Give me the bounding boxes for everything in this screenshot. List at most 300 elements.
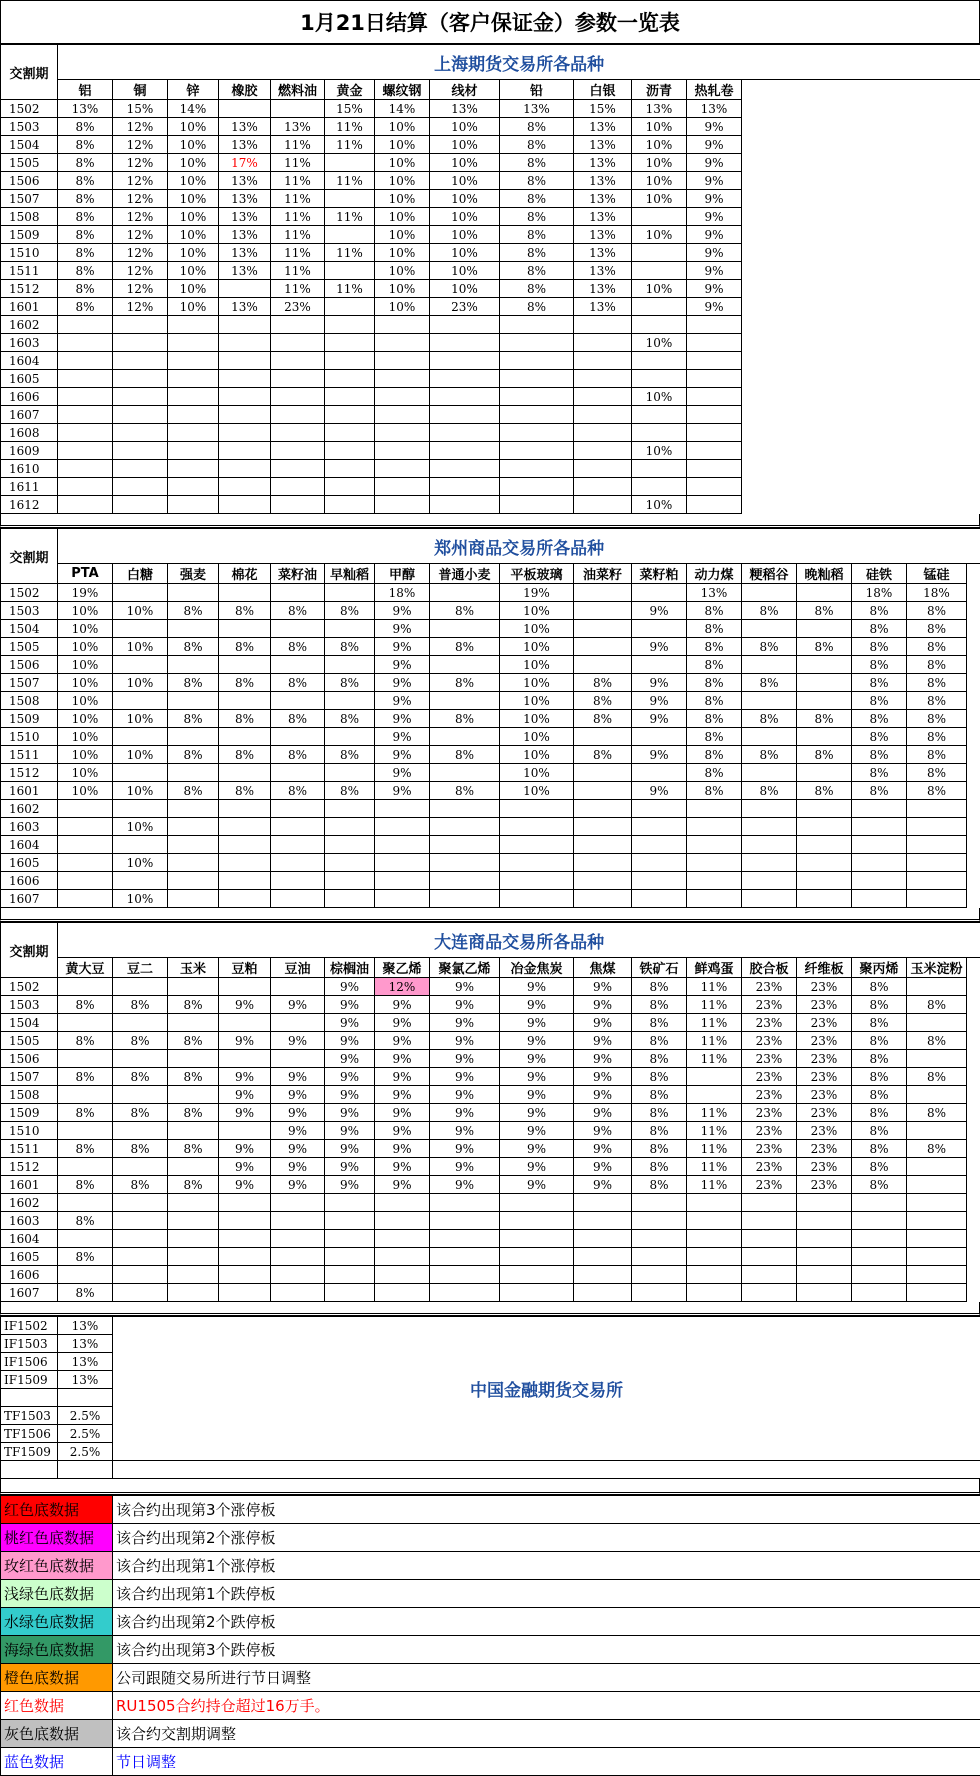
margin-cell [58, 478, 113, 496]
contract-cell: IF1509 [1, 1371, 58, 1389]
margin-cell: 11% [687, 996, 742, 1014]
blank-cell [742, 352, 980, 370]
table-row [1, 656, 980, 674]
margin-cell [58, 334, 113, 352]
margin-cell [113, 316, 168, 334]
legend-row [1, 1636, 980, 1664]
blank-cell [967, 800, 980, 818]
margin-cell: 10% [632, 442, 687, 460]
period-cell: 1511 [1, 746, 58, 764]
margin-cell: 9% [375, 1050, 430, 1068]
period-cell: 1604 [1, 1230, 58, 1248]
margin-cell [168, 460, 219, 478]
blank-cell [742, 316, 980, 334]
margin-cell [375, 316, 430, 334]
margin-cell [113, 442, 168, 460]
margin-cell: 23% [742, 1050, 797, 1068]
period-header: 交割期 [1, 529, 58, 584]
dce-table [0, 922, 980, 1302]
margin-cell [430, 478, 500, 496]
margin-cell [797, 692, 852, 710]
margin-cell [325, 620, 375, 638]
column-header: 玉米淀粉 [907, 958, 967, 978]
margin-cell: 8% [742, 638, 797, 656]
margin-cell [742, 692, 797, 710]
period-cell: 1605 [1, 370, 58, 388]
margin-cell [797, 1212, 852, 1230]
margin-cell [797, 872, 852, 890]
table-row [1, 1104, 980, 1122]
margin-cell [113, 388, 168, 406]
margin-cell [430, 620, 500, 638]
blank-cell [967, 1194, 980, 1212]
period-cell: 1601 [1, 298, 58, 316]
blank-cell [967, 620, 980, 638]
margin-cell [632, 1284, 687, 1302]
margin-cell [907, 872, 967, 890]
table-row [1, 316, 980, 334]
margin-cell: 8% [574, 674, 632, 692]
margin-cell: 13% [58, 100, 113, 118]
margin-cell [797, 584, 852, 602]
column-header: 线材 [430, 80, 500, 100]
margin-cell: 9% [574, 1032, 632, 1050]
column-header: 动力煤 [687, 564, 742, 584]
margin-cell [58, 1266, 113, 1284]
margin-cell [687, 890, 742, 908]
margin-cell: 9% [325, 1050, 375, 1068]
margin-cell: 9% [687, 262, 742, 280]
margin-cell [113, 370, 168, 388]
margin-cell: 13% [219, 208, 271, 226]
margin-cell: 10% [58, 638, 113, 656]
period-cell: 1505 [1, 154, 58, 172]
margin-cell [574, 406, 632, 424]
legend-description: 该合约出现第1个涨停板 [113, 1552, 980, 1580]
margin-cell: 23% [797, 1158, 852, 1176]
margin-cell [168, 1284, 219, 1302]
period-cell: 1509 [1, 710, 58, 728]
margin-cell [375, 890, 430, 908]
margin-cell [271, 1014, 325, 1032]
blank-cell [742, 442, 980, 460]
margin-cell [500, 478, 574, 496]
period-header: 交割期 [1, 923, 58, 978]
margin-cell [797, 674, 852, 692]
margin-cell [632, 298, 687, 316]
margin-cell [500, 406, 574, 424]
margin-cell [574, 424, 632, 442]
margin-cell: 12% [113, 262, 168, 280]
margin-cell: 8% [852, 620, 907, 638]
margin-cell: 10% [375, 280, 430, 298]
margin-cell [219, 818, 271, 836]
margin-cell: 8% [687, 746, 742, 764]
margin-cell: 8% [907, 1068, 967, 1086]
margin-cell [219, 584, 271, 602]
margin-cell [325, 334, 375, 352]
margin-cell: 15% [574, 100, 632, 118]
contract-cell [1, 1461, 58, 1479]
margin-cell: 8% [632, 996, 687, 1014]
margin-cell: 8% [797, 782, 852, 800]
margin-cell [632, 352, 687, 370]
column-header: 橡胶 [219, 80, 271, 100]
margin-cell [687, 442, 742, 460]
margin-cell [375, 352, 430, 370]
margin-cell [113, 1014, 168, 1032]
margin-cell: 10% [168, 280, 219, 298]
margin-cell: 23% [797, 996, 852, 1014]
margin-cell [907, 890, 967, 908]
margin-cell: 10% [430, 172, 500, 190]
margin-cell [500, 388, 574, 406]
margin-cell: 11% [325, 118, 375, 136]
margin-cell [113, 1248, 168, 1266]
margin-cell: 9% [500, 1122, 574, 1140]
margin-cell [430, 316, 500, 334]
column-header: 晚籼稻 [797, 564, 852, 584]
margin-cell: 8% [325, 674, 375, 692]
margin-cell [325, 424, 375, 442]
margin-cell: 8% [797, 746, 852, 764]
table-row [1, 1158, 980, 1176]
column-header: 豆油 [271, 958, 325, 978]
blank-cell [967, 1158, 980, 1176]
margin-cell [574, 638, 632, 656]
margin-cell: 10% [375, 118, 430, 136]
margin-cell: 2.5% [58, 1407, 113, 1425]
table-row [1, 872, 980, 890]
margin-cell: 10% [375, 208, 430, 226]
margin-cell: 23% [742, 1104, 797, 1122]
margin-cell: 13% [687, 584, 742, 602]
margin-cell: 23% [742, 1176, 797, 1194]
margin-cell: 8% [113, 1104, 168, 1122]
margin-cell: 9% [574, 1140, 632, 1158]
margin-cell [271, 800, 325, 818]
margin-cell: 13% [58, 1317, 113, 1335]
margin-cell [742, 620, 797, 638]
legend-description: 该合约出现第2个跌停板 [113, 1608, 980, 1636]
margin-cell [375, 854, 430, 872]
period-cell: 1504 [1, 136, 58, 154]
margin-cell: 11% [687, 1176, 742, 1194]
column-header: 铜 [113, 80, 168, 100]
margin-cell: 9% [219, 1086, 271, 1104]
legend-table [0, 1495, 980, 1776]
margin-cell: 8% [58, 1284, 113, 1302]
margin-cell: 8% [852, 1050, 907, 1068]
legend-description: 该合约交割期调整 [113, 1720, 980, 1748]
margin-cell: 23% [430, 298, 500, 316]
blank-cell [742, 244, 980, 262]
margin-cell [113, 584, 168, 602]
blank-cell [742, 190, 980, 208]
margin-cell: 8% [113, 1032, 168, 1050]
column-header: 棉花 [219, 564, 271, 584]
margin-cell [325, 1194, 375, 1212]
margin-cell: 8% [852, 638, 907, 656]
margin-cell [742, 800, 797, 818]
margin-cell: 13% [574, 244, 632, 262]
margin-cell [113, 460, 168, 478]
margin-cell [852, 818, 907, 836]
margin-cell [58, 496, 113, 514]
table-row [1, 244, 980, 262]
czce-exchange-name: 郑州商品交易所各品种 [58, 529, 980, 564]
margin-cell: 10% [430, 208, 500, 226]
margin-cell: 11% [271, 244, 325, 262]
margin-cell: 8% [852, 710, 907, 728]
margin-cell: 9% [574, 1122, 632, 1140]
column-header: 聚丙烯 [852, 958, 907, 978]
legend-swatch: 红色底数据 [1, 1496, 113, 1524]
column-header: 普通小麦 [430, 564, 500, 584]
margin-cell [687, 872, 742, 890]
period-cell: 1606 [1, 1266, 58, 1284]
margin-cell: 8% [852, 1140, 907, 1158]
contract-cell: TF1509 [1, 1443, 58, 1461]
margin-cell: 10% [430, 118, 500, 136]
margin-cell: 19% [500, 584, 574, 602]
margin-cell [113, 800, 168, 818]
margin-cell [797, 854, 852, 872]
margin-cell [271, 442, 325, 460]
dce-exchange-name: 大连商品交易所各品种 [58, 923, 980, 958]
margin-cell [168, 334, 219, 352]
margin-cell: 8% [500, 172, 574, 190]
margin-cell [219, 978, 271, 996]
margin-cell: 8% [500, 118, 574, 136]
margin-cell: 8% [325, 746, 375, 764]
margin-cell: 10% [113, 890, 168, 908]
margin-cell: 10% [632, 172, 687, 190]
margin-cell [797, 1248, 852, 1266]
margin-cell: 9% [687, 208, 742, 226]
margin-cell [742, 1284, 797, 1302]
margin-cell: 9% [500, 996, 574, 1014]
margin-cell [219, 800, 271, 818]
margin-cell [219, 1194, 271, 1212]
margin-cell: 8% [58, 262, 113, 280]
margin-cell [271, 316, 325, 334]
margin-cell: 8% [58, 1104, 113, 1122]
margin-cell [58, 1014, 113, 1032]
margin-cell: 9% [375, 656, 430, 674]
period-cell: 1607 [1, 890, 58, 908]
margin-cell: 8% [907, 764, 967, 782]
margin-cell [574, 316, 632, 334]
margin-cell [574, 1194, 632, 1212]
margin-cell [687, 1086, 742, 1104]
margin-cell: 10% [632, 154, 687, 172]
margin-cell [168, 872, 219, 890]
margin-cell: 10% [500, 692, 574, 710]
margin-cell [271, 836, 325, 854]
period-cell: 1512 [1, 280, 58, 298]
margin-cell: 9% [375, 1068, 430, 1086]
margin-cell [632, 460, 687, 478]
blank-cell [967, 1140, 980, 1158]
margin-cell: 8% [632, 1086, 687, 1104]
margin-cell: 9% [574, 1158, 632, 1176]
period-cell: 1602 [1, 800, 58, 818]
table-row [1, 154, 980, 172]
column-header: 白银 [574, 80, 632, 100]
margin-cell: 10% [500, 710, 574, 728]
margin-cell: 9% [574, 1104, 632, 1122]
margin-cell: 9% [500, 1140, 574, 1158]
margin-cell: 8% [430, 602, 500, 620]
margin-cell: 8% [632, 1122, 687, 1140]
table-row [1, 118, 980, 136]
margin-cell: 12% [375, 978, 430, 996]
margin-cell [632, 478, 687, 496]
margin-cell [219, 1014, 271, 1032]
legend-row [1, 1496, 980, 1524]
margin-cell [113, 764, 168, 782]
margin-cell: 8% [632, 1032, 687, 1050]
column-header: 平板玻璃 [500, 564, 574, 584]
margin-cell [632, 262, 687, 280]
margin-cell [430, 1248, 500, 1266]
margin-cell [430, 352, 500, 370]
margin-cell: 10% [632, 388, 687, 406]
cffex-section [0, 1316, 980, 1479]
margin-cell [271, 1284, 325, 1302]
margin-cell: 10% [430, 244, 500, 262]
margin-cell: 23% [742, 996, 797, 1014]
margin-cell: 8% [797, 602, 852, 620]
margin-cell [113, 406, 168, 424]
margin-cell: 8% [852, 782, 907, 800]
margin-cell: 9% [687, 280, 742, 298]
margin-cell [687, 478, 742, 496]
margin-cell: 8% [742, 602, 797, 620]
margin-cell [375, 460, 430, 478]
margin-cell [852, 872, 907, 890]
blank-cell [967, 1032, 980, 1050]
blank-cell [967, 1266, 980, 1284]
margin-cell: 8% [852, 1068, 907, 1086]
margin-cell [219, 836, 271, 854]
margin-cell: 9% [574, 996, 632, 1014]
margin-cell: 8% [168, 602, 219, 620]
margin-cell: 8% [907, 1032, 967, 1050]
margin-cell [430, 728, 500, 746]
margin-cell [430, 818, 500, 836]
margin-cell [325, 1248, 375, 1266]
margin-cell [632, 728, 687, 746]
margin-cell: 10% [430, 280, 500, 298]
margin-cell: 8% [907, 1140, 967, 1158]
margin-cell: 9% [574, 1068, 632, 1086]
margin-cell: 10% [113, 602, 168, 620]
margin-cell: 8% [687, 674, 742, 692]
margin-cell: 12% [113, 118, 168, 136]
margin-cell: 8% [58, 208, 113, 226]
margin-cell [113, 1212, 168, 1230]
margin-cell [375, 334, 430, 352]
margin-cell [113, 1086, 168, 1104]
margin-cell: 8% [430, 638, 500, 656]
blank-cell [967, 674, 980, 692]
margin-cell [430, 1230, 500, 1248]
margin-cell: 10% [58, 728, 113, 746]
contract-cell: TF1503 [1, 1407, 58, 1425]
table-row [1, 1266, 980, 1284]
margin-cell [430, 1194, 500, 1212]
margin-cell [168, 1086, 219, 1104]
margin-cell [271, 584, 325, 602]
margin-cell: 9% [430, 1032, 500, 1050]
margin-cell: 9% [219, 1176, 271, 1194]
column-header: 黄大豆 [58, 958, 113, 978]
margin-cell [168, 1230, 219, 1248]
table-row [1, 496, 980, 514]
margin-cell: 13% [219, 262, 271, 280]
table-row [1, 854, 980, 872]
margin-cell [907, 1230, 967, 1248]
margin-cell [325, 262, 375, 280]
margin-cell [742, 1194, 797, 1212]
margin-cell: 9% [375, 1014, 430, 1032]
period-cell: 1510 [1, 244, 58, 262]
margin-cell: 10% [168, 136, 219, 154]
blank-cell [967, 764, 980, 782]
margin-cell: 10% [500, 764, 574, 782]
margin-cell: 8% [632, 1014, 687, 1032]
margin-cell [219, 692, 271, 710]
margin-cell: 10% [113, 818, 168, 836]
margin-cell [375, 406, 430, 424]
period-cell: 1504 [1, 1014, 58, 1032]
margin-cell: 8% [325, 602, 375, 620]
margin-cell [325, 764, 375, 782]
margin-cell [58, 352, 113, 370]
margin-cell: 8% [430, 710, 500, 728]
margin-cell: 8% [852, 1176, 907, 1194]
table-row [1, 1230, 980, 1248]
margin-cell [113, 1230, 168, 1248]
margin-cell: 12% [113, 280, 168, 298]
margin-cell [168, 1212, 219, 1230]
blank-cell [967, 1176, 980, 1194]
margin-cell [168, 352, 219, 370]
blank-cell [742, 100, 980, 118]
period-cell: 1603 [1, 1212, 58, 1230]
margin-cell [58, 370, 113, 388]
margin-cell: 9% [687, 118, 742, 136]
margin-cell [687, 316, 742, 334]
margin-cell [632, 316, 687, 334]
margin-cell: 9% [500, 1158, 574, 1176]
margin-cell: 9% [219, 996, 271, 1014]
margin-cell [574, 872, 632, 890]
margin-cell [58, 406, 113, 424]
margin-cell: 10% [168, 118, 219, 136]
margin-cell: 10% [632, 118, 687, 136]
margin-cell [742, 818, 797, 836]
margin-cell [632, 584, 687, 602]
margin-cell [500, 800, 574, 818]
margin-cell: 8% [500, 244, 574, 262]
margin-cell: 8% [219, 602, 271, 620]
margin-cell: 13% [687, 100, 742, 118]
blank-cell [742, 388, 980, 406]
margin-cell: 9% [687, 154, 742, 172]
